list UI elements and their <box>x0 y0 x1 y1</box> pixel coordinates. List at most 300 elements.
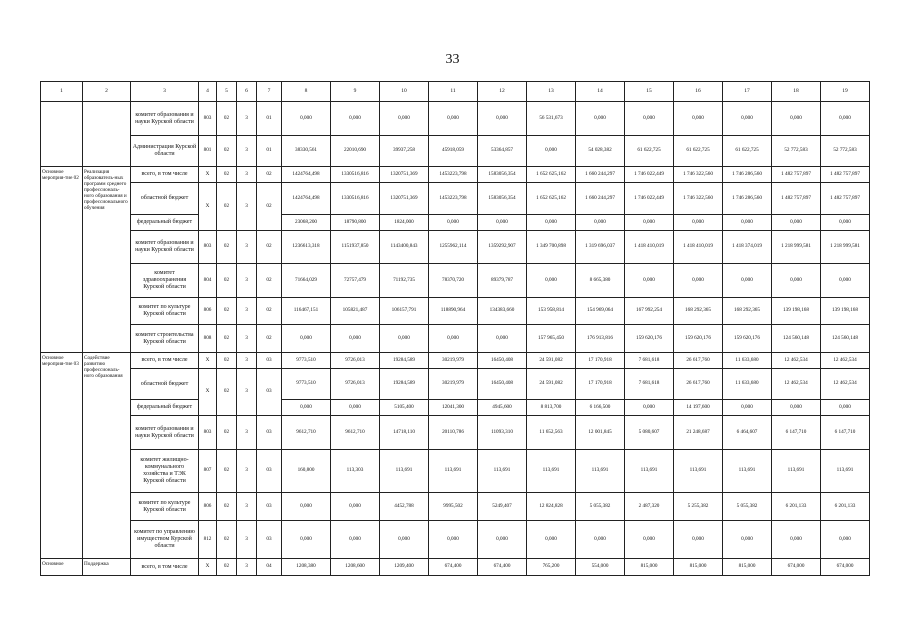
value-cell: 5 055,382 <box>723 493 772 521</box>
code-cell: 02 <box>257 167 282 183</box>
code-cell: 01 <box>257 102 282 136</box>
value-cell: 0,000 <box>723 215 772 231</box>
value-cell: 1583056,354 <box>478 167 527 183</box>
code-cell: 02 <box>217 559 237 576</box>
empty-cell <box>41 102 83 167</box>
code-cell: 3 <box>237 369 257 416</box>
event-name-cell: Основное <box>41 559 83 576</box>
value-cell: 30219,979 <box>429 369 478 400</box>
event-description-cell: Реализация образователь-ных программ среднего профессиональ-ного образования и профессионального обучения <box>83 167 131 353</box>
value-cell: 9612,710 <box>331 416 380 450</box>
value-cell: 16450,408 <box>478 353 527 369</box>
value-cell: 105821,487 <box>331 298 380 325</box>
code-cell: 02 <box>217 450 237 493</box>
value-cell: 0,000 <box>478 102 527 136</box>
value-cell: 6 147,710 <box>772 416 821 450</box>
code-cell: 803 <box>199 231 217 264</box>
code-cell: 03 <box>257 416 282 450</box>
table-row <box>41 325 870 353</box>
value-cell: 18790,800 <box>331 215 380 231</box>
value-cell: 1 482 757,897 <box>821 183 870 215</box>
value-cell: 113,691 <box>429 450 478 493</box>
value-cell: 113,691 <box>380 450 429 493</box>
value-cell: 6 201,133 <box>821 493 870 521</box>
value-cell: 157 965,450 <box>527 325 576 353</box>
value-cell: 674,400 <box>478 559 527 576</box>
value-cell: 23068,200 <box>282 215 331 231</box>
table-row <box>41 102 870 136</box>
header-cell: 7 <box>257 82 282 102</box>
value-cell: 61 622,725 <box>723 136 772 167</box>
value-cell: 0,000 <box>674 264 723 298</box>
source-cell: федеральный бюджет <box>131 215 199 231</box>
value-cell: 12 462,534 <box>772 353 821 369</box>
value-cell: 815,000 <box>674 559 723 576</box>
value-cell: 113,691 <box>674 450 723 493</box>
table-row <box>41 369 870 400</box>
value-cell: 7 681,618 <box>625 353 674 369</box>
value-cell: 1 746 286,560 <box>723 167 772 183</box>
value-cell: 0,000 <box>625 102 674 136</box>
value-cell: 5 080,607 <box>625 416 674 450</box>
value-cell: 0,000 <box>429 102 478 136</box>
code-cell: 02 <box>217 298 237 325</box>
value-cell: 815,000 <box>625 559 674 576</box>
code-cell: 3 <box>237 353 257 369</box>
value-cell: 17 170,918 <box>576 369 625 400</box>
value-cell: 116467,151 <box>282 298 331 325</box>
value-cell: 0,000 <box>576 521 625 559</box>
code-cell: X <box>199 167 217 183</box>
value-cell: 9773,510 <box>282 369 331 400</box>
value-cell: 0,000 <box>821 215 870 231</box>
code-cell: 03 <box>257 450 282 493</box>
code-cell: 3 <box>237 521 257 559</box>
value-cell: 71192,735 <box>380 264 429 298</box>
value-cell: 1151937,850 <box>331 231 380 264</box>
value-cell: 0,000 <box>282 325 331 353</box>
code-cell: 3 <box>237 231 257 264</box>
code-cell: 3 <box>237 325 257 353</box>
value-cell: 113,691 <box>625 450 674 493</box>
page-number: 33 <box>445 52 460 67</box>
table-row <box>41 264 870 298</box>
source-cell: комитет образования и науки Курской области <box>131 231 199 264</box>
event-name-cell: Основное мероприя-тие 02 <box>41 167 83 353</box>
value-cell: 1824,000 <box>380 215 429 231</box>
value-cell: 0,000 <box>772 215 821 231</box>
value-cell: 1320751,369 <box>380 183 429 215</box>
value-cell: 12 462,534 <box>821 353 870 369</box>
value-cell: 19284,589 <box>380 369 429 400</box>
source-cell: федеральный бюджет <box>131 400 199 416</box>
header-cell: 18 <box>772 82 821 102</box>
value-cell: 1 746 022,449 <box>625 183 674 215</box>
value-cell: 1 652 625,162 <box>527 183 576 215</box>
value-cell: 11 633,680 <box>723 369 772 400</box>
value-cell: 113,691 <box>527 450 576 493</box>
code-cell: 03 <box>257 521 282 559</box>
value-cell: 1 349 700,898 <box>527 231 576 264</box>
code-cell: 01 <box>257 136 282 167</box>
value-cell: 113,303 <box>331 450 380 493</box>
value-cell: 0,000 <box>331 493 380 521</box>
value-cell: 0,000 <box>282 493 331 521</box>
code-cell: 3 <box>237 416 257 450</box>
header-cell: 13 <box>527 82 576 102</box>
table-row <box>41 215 870 231</box>
code-cell: 3 <box>237 102 257 136</box>
value-cell: 106157,791 <box>380 298 429 325</box>
value-cell: 1208,380 <box>282 559 331 576</box>
table-row <box>41 136 870 167</box>
code-cell: 02 <box>217 369 237 416</box>
header-cell: 4 <box>199 82 217 102</box>
code-cell: 03 <box>257 353 282 369</box>
table-row <box>41 400 870 416</box>
value-cell: 4452,788 <box>380 493 429 521</box>
value-cell: 0,000 <box>625 264 674 298</box>
value-cell: 22010,690 <box>331 136 380 167</box>
value-cell: 38330,561 <box>282 136 331 167</box>
value-cell: 1 319 696,037 <box>576 231 625 264</box>
value-cell: 1 660 244,297 <box>576 167 625 183</box>
value-cell: 52 772,583 <box>821 136 870 167</box>
code-cell: 02 <box>217 416 237 450</box>
value-cell: 30219,979 <box>429 353 478 369</box>
code-cell: 02 <box>217 231 237 264</box>
value-cell: 176 913,816 <box>576 325 625 353</box>
code-cell: X <box>199 183 217 231</box>
value-cell: 72757,479 <box>331 264 380 298</box>
value-cell: 168 292,365 <box>723 298 772 325</box>
code-cell: 03 <box>257 493 282 521</box>
code-cell: 02 <box>217 353 237 369</box>
value-cell: 0,000 <box>625 215 674 231</box>
value-cell: 1 218 999,581 <box>821 231 870 264</box>
value-cell: 45918,059 <box>429 136 478 167</box>
value-cell: 89379,787 <box>478 264 527 298</box>
header-cell: 19 <box>821 82 870 102</box>
value-cell: 0,000 <box>429 215 478 231</box>
value-cell: 1209,400 <box>380 559 429 576</box>
source-cell: комитет здравоохранения Курской области <box>131 264 199 298</box>
value-cell: 0,000 <box>282 400 331 416</box>
value-cell: 1 482 757,897 <box>772 167 821 183</box>
value-cell: 113,691 <box>821 450 870 493</box>
code-cell: 806 <box>199 298 217 325</box>
code-cell: 803 <box>199 102 217 136</box>
code-cell: 02 <box>257 325 282 353</box>
value-cell: 0,000 <box>723 264 772 298</box>
source-cell: комитет по культуре Курской области <box>131 298 199 325</box>
event-name-cell: Основное мероприя-тие 03 <box>41 353 83 559</box>
table-row <box>41 353 870 369</box>
value-cell: 0,000 <box>772 521 821 559</box>
value-cell: 1 746 322,560 <box>674 183 723 215</box>
budget-table <box>40 81 870 576</box>
value-cell: 0,000 <box>576 102 625 136</box>
source-cell: всего, в том числе <box>131 353 199 369</box>
code-cell: 801 <box>199 136 217 167</box>
value-cell: 139 198,168 <box>772 298 821 325</box>
value-cell: 26 617,760 <box>674 353 723 369</box>
code-cell: 02 <box>217 136 237 167</box>
value-cell: 5105,400 <box>380 400 429 416</box>
code-cell: 804 <box>199 264 217 298</box>
value-cell: 0,000 <box>527 136 576 167</box>
value-cell: 0,000 <box>331 325 380 353</box>
code-cell: 02 <box>217 102 237 136</box>
value-cell: 0,000 <box>380 521 429 559</box>
value-cell: 1424764,498 <box>282 183 331 215</box>
value-cell: 5 055,382 <box>576 493 625 521</box>
source-cell: комитет образования и науки Курской области <box>131 102 199 136</box>
value-cell: 0,000 <box>723 400 772 416</box>
value-cell: 674,000 <box>772 559 821 576</box>
value-cell: 1 652 625,162 <box>527 167 576 183</box>
header-cell: 11 <box>429 82 478 102</box>
value-cell: 71664,029 <box>282 264 331 298</box>
value-cell: 765,200 <box>527 559 576 576</box>
value-cell: 1255962,114 <box>429 231 478 264</box>
code-cell: 812 <box>199 521 217 559</box>
value-cell: 0,000 <box>331 521 380 559</box>
table-row <box>41 416 870 450</box>
value-cell: 5249,407 <box>478 493 527 521</box>
value-cell: 1 418 410,019 <box>674 231 723 264</box>
value-cell: 1453223,798 <box>429 183 478 215</box>
value-cell: 113,691 <box>576 450 625 493</box>
value-cell: 39937,258 <box>380 136 429 167</box>
value-cell: 554,000 <box>576 559 625 576</box>
value-cell: 0,000 <box>674 215 723 231</box>
value-cell: 9726,013 <box>331 353 380 369</box>
value-cell: 0,000 <box>821 521 870 559</box>
value-cell: 0,000 <box>625 521 674 559</box>
value-cell: 14 197,600 <box>674 400 723 416</box>
value-cell: 1236613,318 <box>282 231 331 264</box>
value-cell: 1330516,816 <box>331 183 380 215</box>
code-cell: X <box>199 559 217 576</box>
value-cell: 0,000 <box>380 325 429 353</box>
header-cell: 2 <box>83 82 131 102</box>
table-row <box>41 231 870 264</box>
value-cell: 118890,964 <box>429 298 478 325</box>
code-cell: 3 <box>237 167 257 183</box>
header-cell: 12 <box>478 82 527 102</box>
table-row <box>41 167 870 183</box>
value-cell: 815,000 <box>723 559 772 576</box>
value-cell: 113,691 <box>772 450 821 493</box>
event-description-cell: Содействие развитию профессиональ-ного образования <box>83 353 131 559</box>
source-cell: комитет по управлению имуществом Курской области <box>131 521 199 559</box>
value-cell: 0,000 <box>527 215 576 231</box>
header-cell: 16 <box>674 82 723 102</box>
code-cell: 3 <box>237 559 257 576</box>
source-cell: комитет жилищно-коммунального хозяйства и ТЭК Курской области <box>131 450 199 493</box>
source-cell: областной бюджет <box>131 183 199 215</box>
value-cell: 9773,510 <box>282 353 331 369</box>
value-cell: 6 166,500 <box>576 400 625 416</box>
value-cell: 0,000 <box>429 325 478 353</box>
value-cell: 8 665,380 <box>576 264 625 298</box>
value-cell: 0,000 <box>723 521 772 559</box>
value-cell: 0,000 <box>478 521 527 559</box>
value-cell: 6 147,710 <box>821 416 870 450</box>
value-cell: 24 591,082 <box>527 369 576 400</box>
value-cell: 1 482 757,897 <box>821 167 870 183</box>
code-cell: 02 <box>217 521 237 559</box>
value-cell: 17 170,918 <box>576 353 625 369</box>
code-cell: 02 <box>257 298 282 325</box>
value-cell: 12 462,534 <box>772 369 821 400</box>
value-cell: 0,000 <box>674 102 723 136</box>
code-cell: 02 <box>217 325 237 353</box>
value-cell: 168 292,365 <box>674 298 723 325</box>
code-cell: 3 <box>237 264 257 298</box>
value-cell: 0,000 <box>821 264 870 298</box>
value-cell: 159 620,176 <box>723 325 772 353</box>
value-cell: 1 746 286,560 <box>723 183 772 215</box>
value-cell: 4945,600 <box>478 400 527 416</box>
value-cell: 9726,013 <box>331 369 380 400</box>
header-cell: 5 <box>217 82 237 102</box>
value-cell: 1424764,498 <box>282 167 331 183</box>
source-cell: областной бюджет <box>131 369 199 400</box>
value-cell: 2 487,320 <box>625 493 674 521</box>
value-cell: 0,000 <box>478 325 527 353</box>
source-cell: комитет строительства Курской области <box>131 325 199 353</box>
value-cell: 11 652,563 <box>527 416 576 450</box>
value-cell: 12 001,845 <box>576 416 625 450</box>
source-cell: всего, в том числе <box>131 559 199 576</box>
event-description-cell: Поддержка <box>83 559 131 576</box>
value-cell: 1330516,816 <box>331 167 380 183</box>
value-cell: 1208,600 <box>331 559 380 576</box>
source-cell: всего, в том числе <box>131 167 199 183</box>
value-cell: 1 418 410,019 <box>625 231 674 264</box>
code-cell: 807 <box>199 450 217 493</box>
header-cell: 14 <box>576 82 625 102</box>
table-row <box>41 450 870 493</box>
value-cell: 674,400 <box>429 559 478 576</box>
value-cell: 61 622,725 <box>625 136 674 167</box>
code-cell: 02 <box>257 264 282 298</box>
value-cell: 139 198,168 <box>821 298 870 325</box>
value-cell: 14718,110 <box>380 416 429 450</box>
empty-cell <box>83 102 131 167</box>
value-cell: 56 531,673 <box>527 102 576 136</box>
value-cell: 0,000 <box>282 102 331 136</box>
value-cell: 12 462,534 <box>821 369 870 400</box>
value-cell: 26 617,760 <box>674 369 723 400</box>
source-cell: комитет образования и науки Курской области <box>131 416 199 450</box>
code-cell: 808 <box>199 325 217 353</box>
code-cell: 03 <box>257 369 282 416</box>
value-cell: 6 464,607 <box>723 416 772 450</box>
source-cell: Администрация Курской области <box>131 136 199 167</box>
value-cell: 153 958,814 <box>527 298 576 325</box>
header-cell: 17 <box>723 82 772 102</box>
value-cell: 0,000 <box>576 215 625 231</box>
value-cell: 167 992,254 <box>625 298 674 325</box>
header-cell: 3 <box>131 82 199 102</box>
value-cell: 159 620,176 <box>674 325 723 353</box>
value-cell: 160,800 <box>282 450 331 493</box>
value-cell: 0,000 <box>478 215 527 231</box>
value-cell: 113,691 <box>478 450 527 493</box>
code-cell: 04 <box>257 559 282 576</box>
source-cell: комитет по культуре Курской области <box>131 493 199 521</box>
value-cell: 20110,786 <box>429 416 478 450</box>
code-cell: 806 <box>199 493 217 521</box>
value-cell: 6 201,133 <box>772 493 821 521</box>
value-cell: 12041,300 <box>429 400 478 416</box>
value-cell: 9612,710 <box>282 416 331 450</box>
code-cell: 02 <box>217 167 237 183</box>
value-cell: 134383,660 <box>478 298 527 325</box>
value-cell: 0,000 <box>821 102 870 136</box>
code-cell: X <box>199 353 217 369</box>
value-cell: 21 248,687 <box>674 416 723 450</box>
value-cell: 61 622,725 <box>674 136 723 167</box>
table-row <box>41 559 870 576</box>
value-cell: 1 746 022,449 <box>625 167 674 183</box>
value-cell: 1 418 374,019 <box>723 231 772 264</box>
table-row <box>41 298 870 325</box>
value-cell: 1 482 757,897 <box>772 183 821 215</box>
value-cell: 16450,408 <box>478 369 527 400</box>
value-cell: 0,000 <box>821 400 870 416</box>
value-cell: 1359292,907 <box>478 231 527 264</box>
value-cell: 0,000 <box>527 264 576 298</box>
header-cell: 6 <box>237 82 257 102</box>
code-cell: X <box>199 369 217 416</box>
value-cell: 1 746 322,560 <box>674 167 723 183</box>
value-cell: 8 813,700 <box>527 400 576 416</box>
table-row <box>41 521 870 559</box>
value-cell: 52 772,583 <box>772 136 821 167</box>
value-cell: 0,000 <box>380 102 429 136</box>
value-cell: 0,000 <box>625 400 674 416</box>
header-cell: 8 <box>282 82 331 102</box>
table-row <box>41 493 870 521</box>
value-cell: 78370,720 <box>429 264 478 298</box>
value-cell: 0,000 <box>527 521 576 559</box>
value-cell: 11093,310 <box>478 416 527 450</box>
value-cell: 124 560,148 <box>772 325 821 353</box>
code-cell: 02 <box>217 183 237 231</box>
table-row <box>41 183 870 215</box>
code-cell: 3 <box>237 298 257 325</box>
value-cell: 1 660 244,297 <box>576 183 625 215</box>
header-cell: 10 <box>380 82 429 102</box>
value-cell: 9995,502 <box>429 493 478 521</box>
code-cell: 02 <box>257 231 282 264</box>
code-cell: 02 <box>257 183 282 231</box>
value-cell: 19284,589 <box>380 353 429 369</box>
header-cell: 9 <box>331 82 380 102</box>
header-cell: 15 <box>625 82 674 102</box>
code-cell: 803 <box>199 416 217 450</box>
value-cell: 0,000 <box>331 400 380 416</box>
value-cell: 674,000 <box>821 559 870 576</box>
value-cell: 113,691 <box>723 450 772 493</box>
value-cell: 0,000 <box>331 102 380 136</box>
value-cell: 1453223,798 <box>429 167 478 183</box>
code-cell: 3 <box>237 493 257 521</box>
